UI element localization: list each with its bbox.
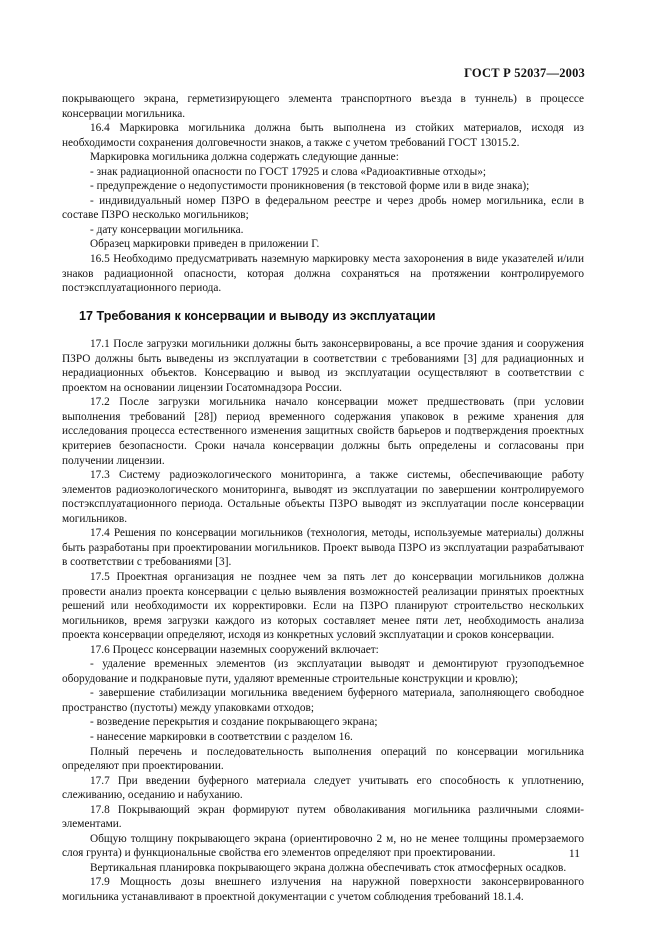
paragraph: - удаление временных элементов (из эксплуатации выводят и демонтируют грузоподъемное оборудование и подкрановые пути, удаляют временные строительные конструкции и кровлю); xyxy=(62,658,584,685)
document-body xyxy=(62,92,584,905)
paragraph: Общую толщину покрывающего экрана (ориентировочно 2 м, но не менее толщины промерзаемого слоя грунта) и функциональные свойства его элементов определяют при проектировании. xyxy=(62,832,584,860)
document-code-header: ГОСТ Р 52037—2003 xyxy=(464,66,585,80)
paragraph: 17.8 Покрывающий экран формируют путем обволакивания могильника различными слоями-элементами. xyxy=(62,803,584,831)
paragraph: Образец маркировки приведен в приложении Г. xyxy=(90,238,320,251)
paragraph: 17.5 Проектная организация не позднее чем за пять лет до консервации могильников должна провести анализ проекта консервации с целью выявления возможностей реализации принятых проектных решений или необходимости их корректировки. Если на ПЗРО планируют строительство нескольких могильников, время загрузки каждого из которых составляет менее пяти лет, необходимость анализа проекта консервации определяют, исходя из конкретных условий эксплуатации и сроков консервации. xyxy=(62,570,584,642)
page-number: 11 xyxy=(568,848,580,860)
section-17-content xyxy=(62,337,584,904)
paragraph: - предупреждение о недопустимости проникновения (в текстовой форме или в виде знака); xyxy=(90,180,530,193)
section-17-heading: 17 Требования к консервации и выводу из эксплуатации xyxy=(79,308,436,323)
paragraph: Маркировка могильника должна содержать следующие данные: xyxy=(90,151,399,164)
paragraph: 17.4 Решения по консервации могильников (технология, методы, используемые материалы) должны быть разработаны при проектировании могильников. Проект вывода ПЗРО из эксплуатации разрабатывают в соответствии с требованиями [3]. xyxy=(62,527,584,569)
paragraph: 17.7 При введении буферного материала следует учитывать его способность к уплотнению, слеживанию, оседанию и набуханию. xyxy=(62,774,584,802)
paragraph: 17.9 Мощность дозы внешнего излучения на наружной поверхности законсервированного могильника устанавливают в проектной документации с учетом соблюдения требований 18.1.4. xyxy=(62,876,584,903)
paragraph: 17.3 Систему радиоэкологического мониторинга, а также системы, обеспечивающие работу элементов радиоэкологического мониторинга, выводят из эксплуатации по завершении контролируемого постэксплуатационного периода. Остальные объекты ПЗРО выводят из эксплуатации после консервации могильников. xyxy=(62,469,584,525)
paragraph: - возведение перекрытия и создание покрывающего экрана; xyxy=(90,716,378,729)
section-16-continued xyxy=(62,92,584,296)
paragraph: Полный перечень и последовательность выполнения операций по консервации могильника определяют при проектировании. xyxy=(62,745,584,773)
paragraph: 17.1 После загрузки могильники должны быть законсервированы, а все прочие здания и сооружения ПЗРО должны быть выведены из эксплуатации в соответствии с требованиями [3] для радиационных и нерадиационных объектов. Консервацию и вывод из эксплуатации осуществляют в соответствии с проектом на основании лицензии Госатомнадзора России. xyxy=(62,338,584,394)
paragraph: - знак радиационной опасности по ГОСТ 17925 и слова «Радиоактивные отходы»; xyxy=(90,165,486,178)
paragraph: Вертикальная планировка покрывающего экрана должна обеспечивать сток атмосферных осадков. xyxy=(90,861,567,874)
paragraph: 16.5 Необходимо предусматривать наземную маркировку места захоронения в виде указателей и/или знаков радиационной опасности, которая должна сохраняться на протяжении контролируемого постэксплуатационного периода. xyxy=(62,253,584,295)
paragraph: - завершение стабилизации могильника введением буферного материала, заполняющего свободное пространство (пустоты) между упаковками отходов; xyxy=(62,687,584,714)
paragraph: 16.4 Маркировка могильника должна быть выполнена из стойких материалов, исходя из необходимости сохранения долговечности знаков, а также с учетом требований ГОСТ 13015.2. xyxy=(62,122,584,149)
paragraph: 17.2 После загрузки могильника начало консервации может предшествовать (при условии выполнения требований [28]) период временного содержания упаковок в режиме хранения для исследования процесса естественного изменения защитных свойств барьеров и подтверждения проектных критериев безопасности. Сроки начала консервации должны быть определены и согласованы при получении лицензии. xyxy=(62,396,584,467)
paragraph: - индивидуальный номер ПЗРО в федеральном реестре и через дробь номер могильника, если в составе ПЗРО несколько могильников; xyxy=(62,194,584,222)
paragraph: - дату консервации могильника. xyxy=(90,223,244,236)
paragraph: 17.6 Процесс консервации наземных сооружений включает: xyxy=(90,643,379,656)
paragraph: покрывающего экрана, герметизирующего элемента транспортного въезда в туннель) в процессе консервации могильника. xyxy=(62,93,584,120)
paragraph: - нанесение маркировки в соответствии с разделом 16. xyxy=(90,730,353,743)
